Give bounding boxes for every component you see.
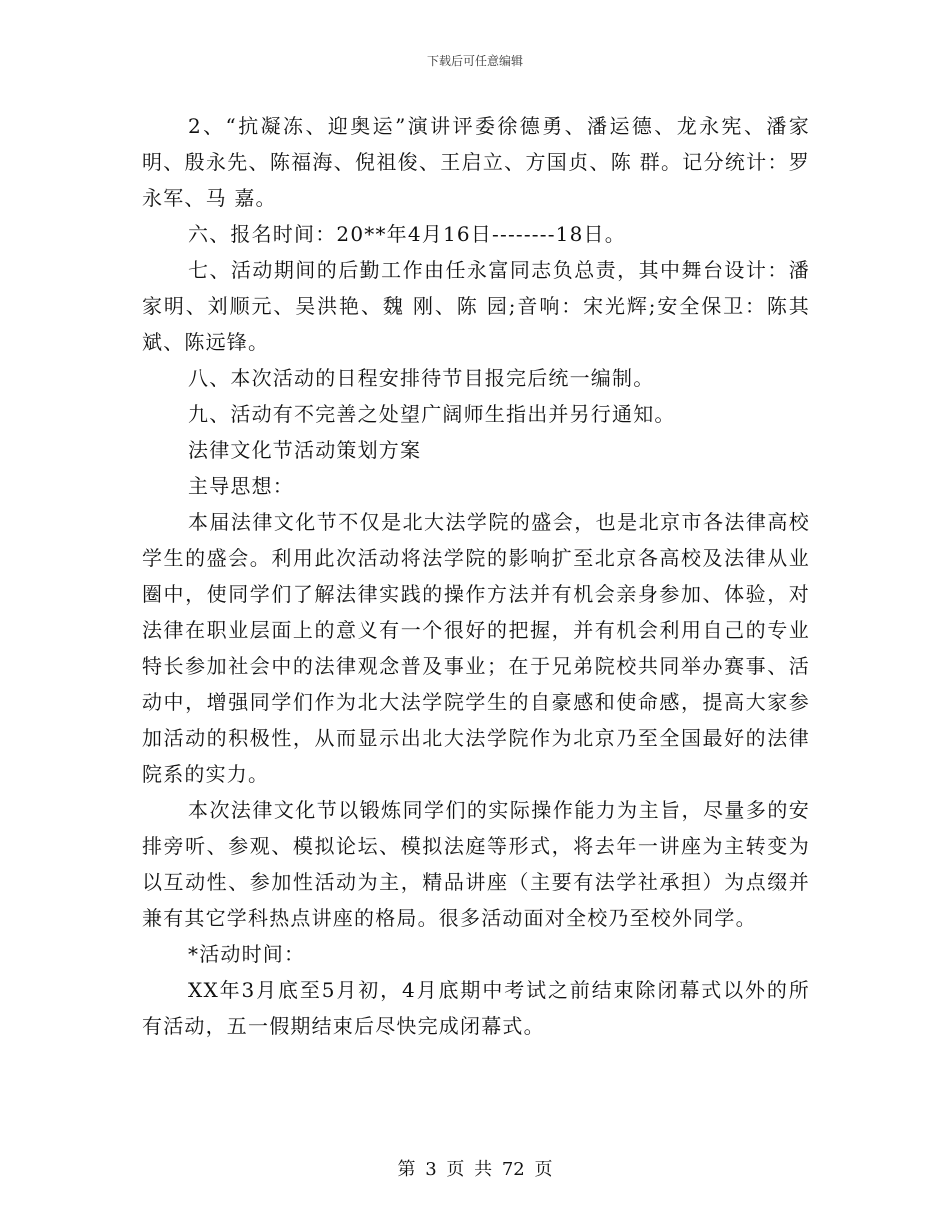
paragraph-logistics: 七、活动期间的后勤工作由任永富同志负总责，其中舞台设计：潘家明、刘顺元、吴洪艳、魏 刚、陈 园;音响：宋光辉;安全保卫：陈其斌、陈远锋。 (142, 258, 810, 354)
paragraph-judges: 2、“抗凝冻、迎奥运”演讲评委徐德勇、潘运德、龙永宪、潘家明、殷永先、陈福海、倪祖俊、王启立、方国贞、陈 群。记分统计：罗永军、马 嘉。 (142, 114, 810, 210)
paragraph-registration-time: 六、报名时间：20**年4月16日--------18日。 (188, 222, 626, 246)
page-footer: 第 3 页 共 72 页 (397, 1159, 553, 1180)
paragraph-schedule: 八、本次活动的日程安排待节目报完后统一编制。 (188, 366, 655, 390)
section-title: 法律文化节活动策划方案 (188, 438, 422, 462)
paragraph-guiding-idea: 本届法律文化节不仅是北大法学院的盛会，也是北京市各法律高校学生的盛会。利用此次活动将法学院的影响扩至北京各高校及法律从业圈中，使同学们了解法律实践的操作方法并有机会亲身参加、体验，对法律在职业层面上的意义有一个很好的把握，并有机会利用自己的专业特长参加社会中的法律观念普及事业；在于兄弟院校共同举办赛事、活动中，增强同学们作为北大法学院学生的自豪感和使命感，提高大家参加活动的积极性，从而显示出北大法学院作为北京乃至全国最好的法律院系的实力。 (142, 510, 810, 786)
paragraph-notice: 九、活动有不完善之处望广阔师生指出并另行通知。 (188, 402, 676, 426)
paragraph-purpose: 本次法律文化节以锻炼同学们的实际操作能力为主旨，尽量多的安排旁听、参观、模拟论坛、模拟法庭等形式，将去年一讲座为主转变为以互动性、参加性活动为主，精品讲座（主要有法学社承担）为点缀并兼有其它学科热点讲座的格局。很多活动面对全校乃至校外同学。 (142, 798, 810, 930)
section-subtitle-guiding-idea: 主导思想： (188, 474, 294, 498)
paragraph-activity-time: XX年3月底至5月初，4月底期中考试之前结束除闭幕式以外的所有活动，五一假期结束后尽快完成闭幕式。 (142, 978, 810, 1038)
document-body (142, 108, 810, 1044)
section-subtitle-activity-time: *活动时间： (188, 942, 306, 966)
page-header: 下载后可任意编辑 (426, 54, 523, 68)
